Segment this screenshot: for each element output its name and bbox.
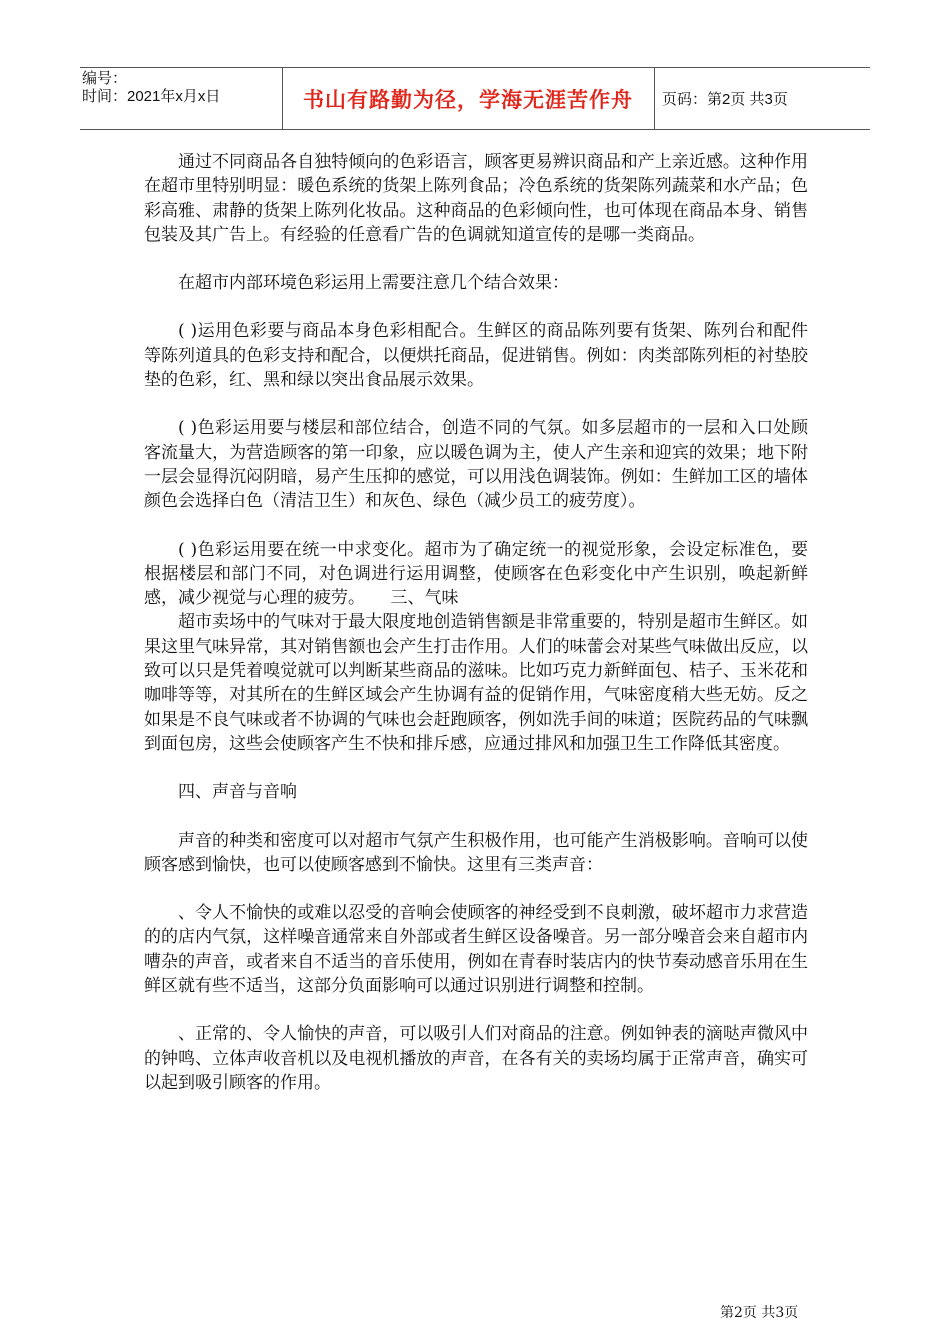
paragraph-color-intro: 在超市内部环境色彩运用上需要注意几个结合效果： (178, 273, 569, 294)
document-number-label: 编号： (82, 70, 128, 87)
paragraph-sound-intro: 声音的种类和密度可以对超市气氛产生积极作用，也可能产生消极影响。音响可以使顾客感到愉快，也可以使顾客感到不愉快。这里有三类声音： (144, 830, 808, 875)
paragraph-color-point-3: ( )色彩运用要在统一中求变化。超市为了确定统一的视觉形象，会设定标准色，要根据楼层和部门不同，对色调进行运用调整，使顾客在色彩变化中产生识别，唤起新鲜感，减少视觉与心理的疲劳。 三、气味 (144, 539, 808, 609)
paragraph-sound-type-1: 、令人不愉快的或难以忍受的音响会使顾客的神经受到不良刺激，破坏超市力求营造的的店内气氛，这样噪音通常来自外部或者生鲜区设备噪音。另一部分噪音会来自超市内嘈杂的声音，或者来自不适当的音乐使用，例如在青春时装店内的快节奏动感音乐用在生鲜区就有些不适当，这部分负面影响可以通过识别进行调整和控制。 (144, 903, 808, 997)
header-divider (654, 68, 655, 129)
paragraph-color-language: 通过不同商品各自独特倾向的色彩语言，顾客更易辨识商品和产上亲近感。这种作用在超市里特别明显：暖色系统的货架上陈列食品；冷色系统的货架陈列蔬菜和水产品；色彩高雅、肃静的货架上陈列化妆品。这种商品的色彩倾向性，也可体现在商品本身、销售包装及其广告上。有经验的任意看广告的色调就知道宣传的是哪一类商品。 (144, 152, 808, 245)
section-heading-sound: 四、声音与音响 (178, 782, 297, 803)
header-page-number: 页码：第2页 共3页 (662, 91, 788, 108)
paragraph-smell: 超市卖场中的气味对于最大限度地创造销售额是非常重要的，特别是超市生鲜区。如果这里气味异常，其对销售额也会产生打击作用。人们的味蕾会对某些气味做出反应，以致可以只是凭着嗅觉就可以判断某些商品的滋味。比如巧克力新鲜面包、桔子、玉米花和咖啡等等，对其所在的生鲜区域会产生协调有益的促销作用，气味密度稍大些无妨。反之如果是不良气味或者不协调的气味也会赶跑顾客，例如洗手间的味道；医院药品的气味飘到面包房，这些会使顾客产生不快和排斥感，应通过排风和加强卫生工作降低其密度。 (144, 612, 808, 754)
document-date-label: 时间：2021年x月x日 (82, 88, 221, 105)
header-meta (82, 70, 282, 106)
paragraph-color-point-1: ( )运用色彩要与商品本身色彩相配合。生鲜区的商品陈列要有货架、陈列台和配件等陈列道具的色彩支持和配合，以便烘托商品，促进销售。例如：肉类部陈列柜的衬垫胶垫的色彩，红、黑和绿以突出食品展示效果。 (144, 321, 808, 391)
document-body (144, 150, 808, 1095)
paragraph-color-point-2: ( )色彩运用要与楼层和部位结合，创造不同的气氛。如多层超市的一层和入口处顾客流量大，为营造顾客的第一印象，应以暖色调为主，使人产生亲和迎宾的效果；地下附一层会显得沉闷阴暗，易产生压抑的感觉，可以用浅色调装饰。例如：生鲜加工区的墙体颜色会选择白色（清洁卫生）和灰色、绿色（减少员工的疲劳度）。 (144, 418, 808, 512)
header-motto: 书山有路勤为径，学海无涯苦作舟 (303, 87, 633, 112)
page-footer: 第2页 共3页 (720, 1305, 799, 1321)
page-header (80, 67, 870, 130)
paragraph-sound-type-2: 、正常的、令人愉快的声音，可以吸引人们对商品的注意。例如钟表的滴哒声微风中的钟鸣、立体声收音机以及电视机播放的声音，在各有关的卖场均属于正常声音，确实可以起到吸引顾客的作用。 (144, 1024, 808, 1093)
